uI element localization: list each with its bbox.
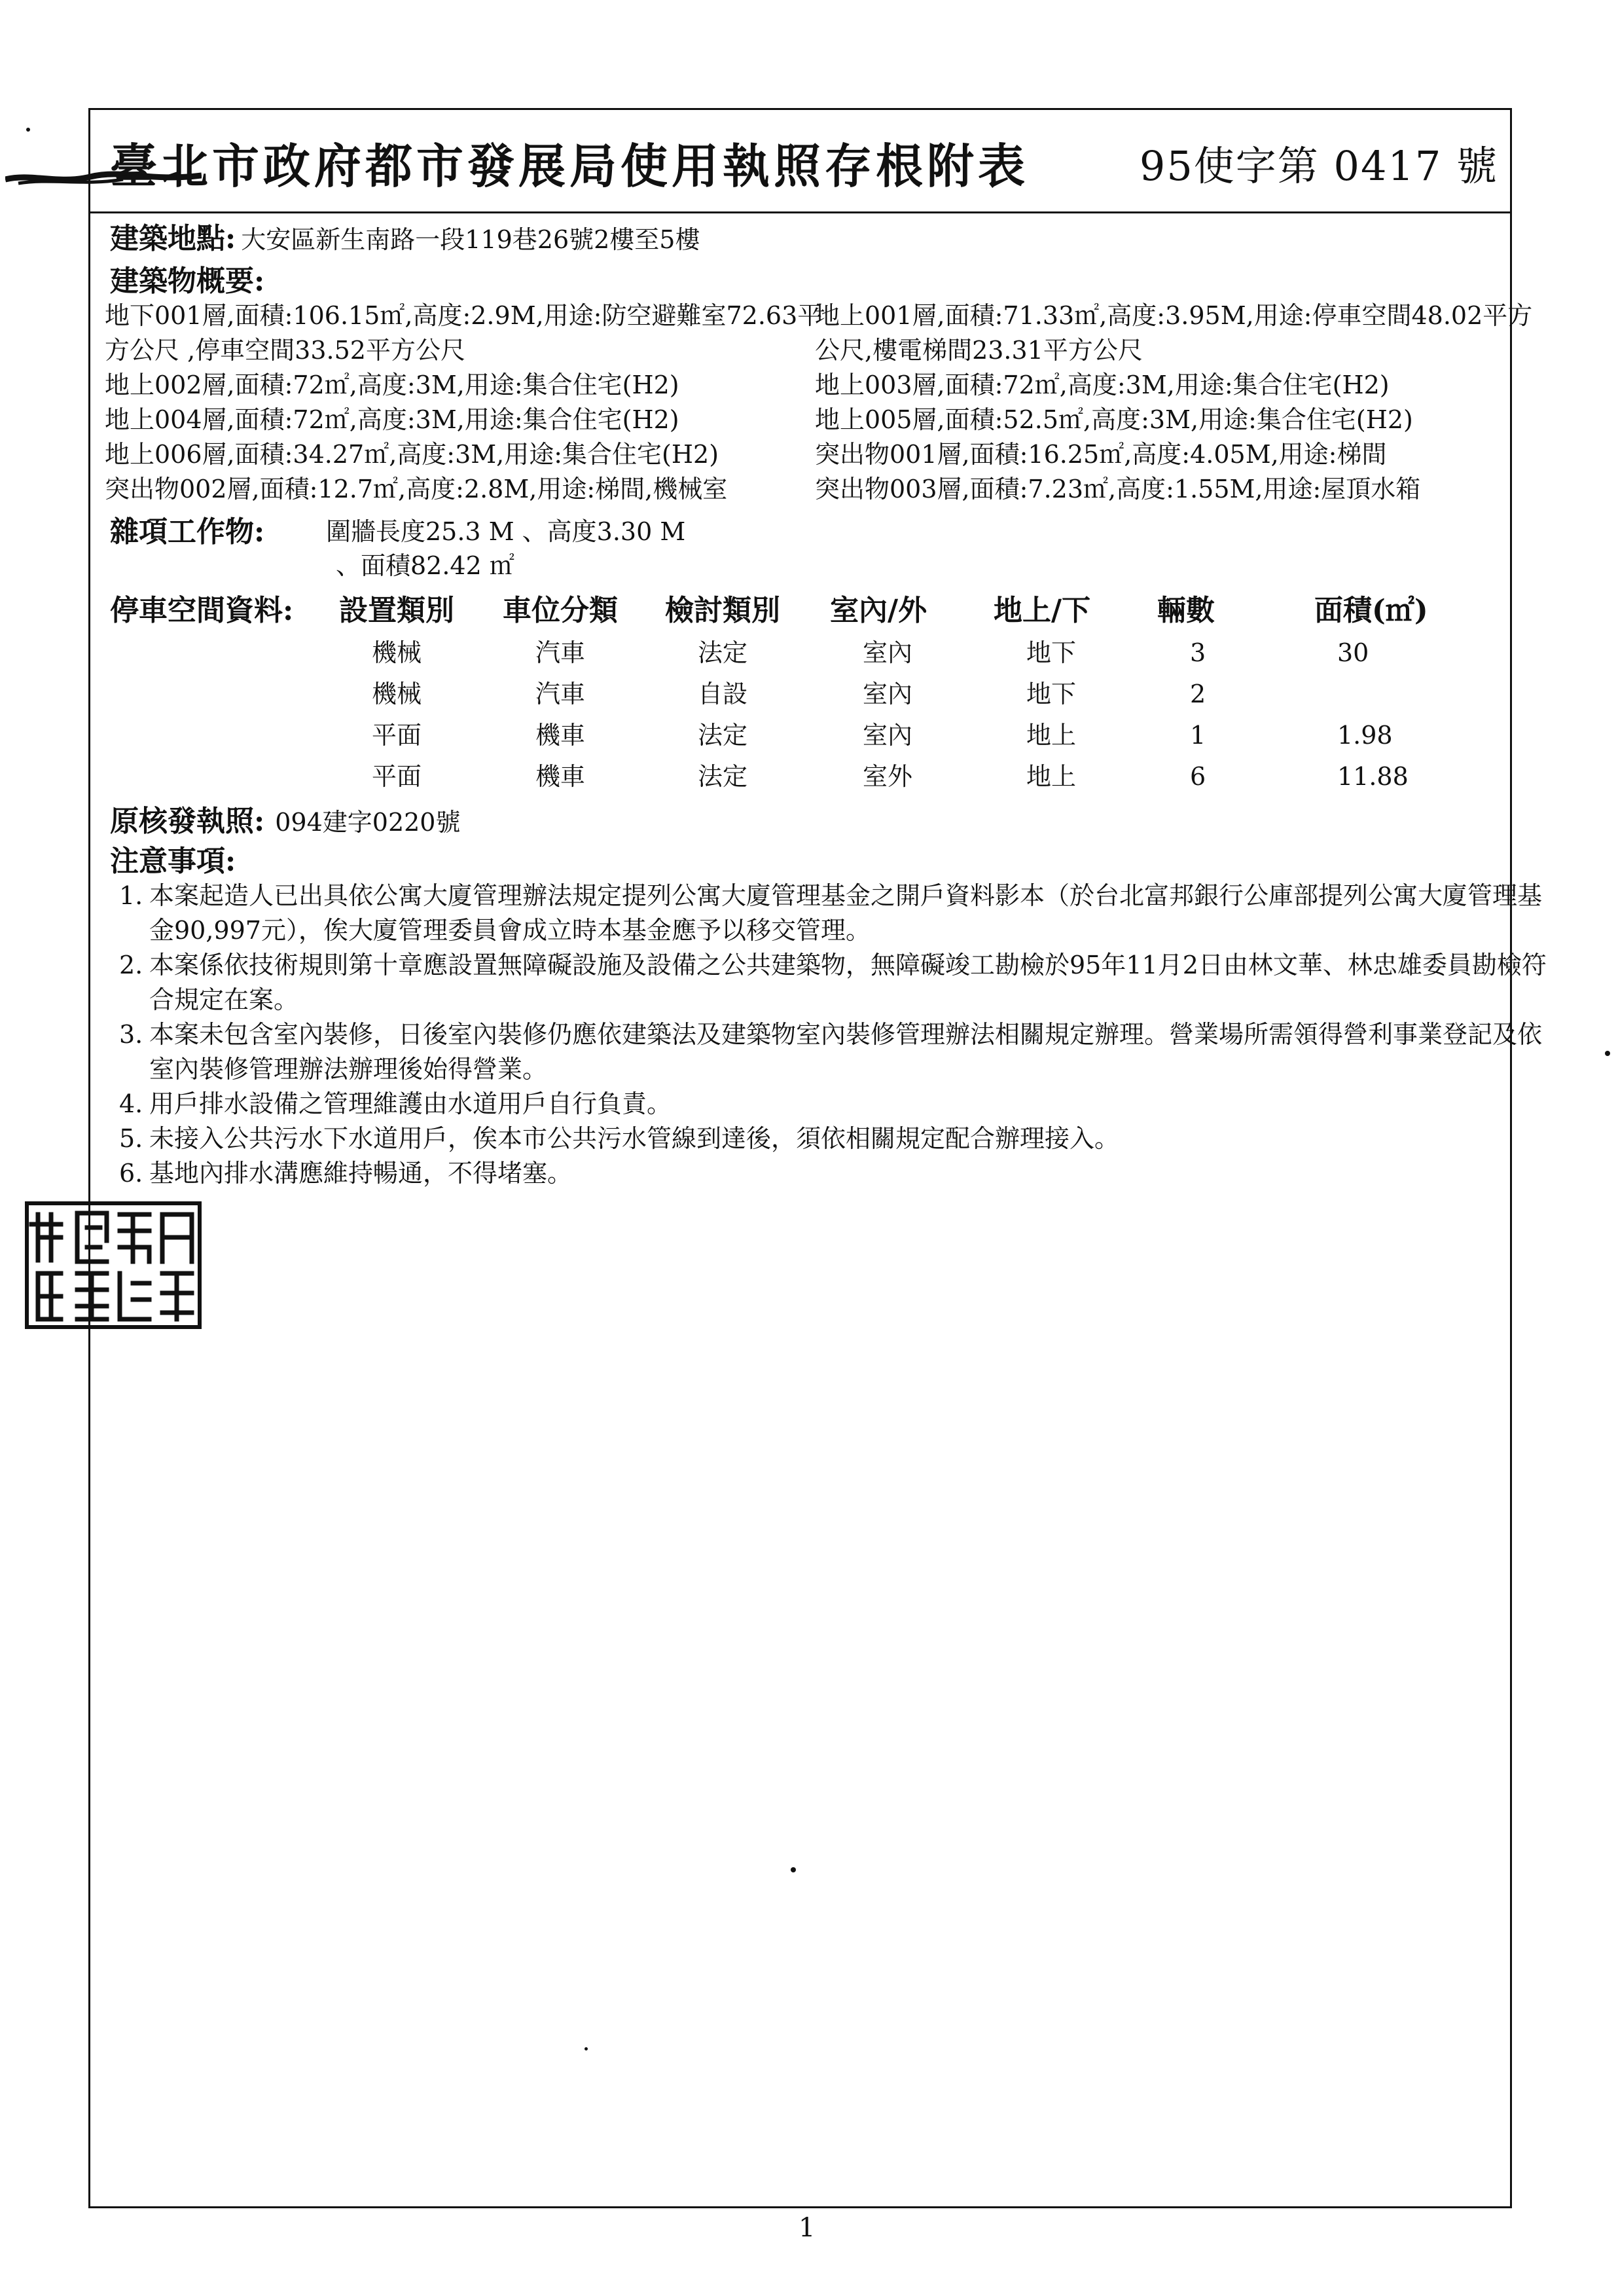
building-left-line: 地下001層,面積:106.15㎡,高度:2.9M,用途:防空避難室72.63平 (105, 301, 823, 330)
note-number: 6. (119, 1159, 143, 1188)
parking-cell: 平面 (372, 762, 422, 791)
misc-structures-label: 雜項工作物: (110, 515, 265, 549)
original-permit-row (110, 804, 1497, 840)
parking-column-header: 地上/下 (994, 594, 1091, 627)
note-text: 用戶排水設備之管理維護由水道用戶自行負責。 (149, 1089, 672, 1118)
misc-structures-line: 圍牆長度25.3 M 、高度3.30 M (326, 517, 686, 546)
parking-cell: 機車 (535, 762, 586, 791)
scan-speck (791, 1867, 796, 1872)
building-right-line: 突出物001層,面積:16.25㎡,高度:4.05M,用途:梯間 (815, 440, 1387, 469)
parking-cell: 機械 (372, 680, 422, 708)
note-item (110, 1087, 1556, 1121)
note-text: 本案未包含室內裝修，日後室內裝修仍應依建築法及建築物室內裝修管理辦法相關規定辦理。營業場所需領得營利事業登記及依室內裝修管理辦法辦理後始得營業。 (149, 1020, 1543, 1084)
original-permit-value: 094建字0220號 (275, 808, 461, 837)
parking-cell: 汽車 (535, 680, 586, 708)
building-right-line: 突出物003層,面積:7.23㎡,高度:1.55M,用途:屋頂水箱 (815, 475, 1421, 503)
parking-cell: 汽車 (535, 638, 586, 667)
parking-cell: 11.88 (1337, 762, 1409, 791)
parking-cell: 機械 (372, 638, 422, 667)
parking-cell: 法定 (698, 762, 748, 791)
parking-cell: 2 (1190, 680, 1206, 708)
parking-cell: 3 (1190, 638, 1206, 667)
note-text: 基地內排水溝應維持暢通，不得堵塞。 (149, 1159, 573, 1188)
building-left-line: 方公尺 ,停車空間33.52平方公尺 (105, 336, 465, 365)
parking-label: 停車空間資料: (110, 594, 294, 627)
parking-cell: 6 (1190, 762, 1206, 791)
misc-structures-line: 、面積82.42 ㎡ (336, 551, 514, 580)
notes-label: 注意事項: (110, 845, 236, 878)
building-left-line: 地上006層,面積:34.27㎡,高度:3M,用途:集合住宅(H2) (105, 440, 719, 469)
parking-cell: 室內 (863, 721, 913, 750)
building-right-line: 地上003層,面積:72㎡,高度:3M,用途:集合住宅(H2) (815, 371, 1390, 399)
note-number: 4. (119, 1089, 143, 1118)
misc-structures-section (110, 515, 1497, 587)
site-address-row (110, 221, 1497, 257)
parking-cell: 1 (1190, 721, 1206, 750)
site-address-label: 建築地點: (110, 222, 236, 255)
note-item (110, 948, 1556, 1017)
note-text: 未接入公共污水下水道用戶，俟本市公共污水管線到達後，須依相關規定配合辦理接入。 (149, 1124, 1120, 1153)
parking-cell: 1.98 (1337, 721, 1393, 750)
parking-cell: 地下 (1026, 680, 1077, 708)
parking-column-header: 檢討類別 (665, 594, 780, 627)
building-summary-grid (105, 299, 1533, 507)
parking-column-header: 車位分類 (503, 594, 618, 627)
note-item (110, 1017, 1556, 1087)
note-number: 3. (119, 1020, 143, 1049)
scan-speck (26, 128, 30, 132)
parking-cell: 自設 (698, 680, 748, 708)
document-frame (88, 108, 1547, 2208)
page-number: 1 (799, 2213, 816, 2243)
notes-list (110, 879, 1547, 1191)
scan-speck (1605, 1051, 1610, 1056)
note-item (110, 879, 1556, 948)
parking-cell: 室內 (863, 680, 913, 708)
scan-speck (584, 2047, 588, 2050)
parking-section (110, 593, 1497, 796)
building-summary-label: 建築物概要: (110, 264, 265, 298)
parking-column-header: 室內/外 (830, 594, 927, 627)
building-right-line: 地上005層,面積:52.5㎡,高度:3M,用途:集合住宅(H2) (815, 405, 1413, 434)
document-title: 臺北市政府都市發展局使用執照存根附表 (110, 138, 1030, 194)
parking-cell: 室外 (863, 762, 913, 791)
building-right-line: 公尺,樓電梯間23.31平方公尺 (815, 336, 1143, 365)
parking-column-header: 面積(㎡) (1314, 594, 1428, 627)
parking-cell: 30 (1337, 638, 1369, 667)
document-body (105, 221, 1547, 1191)
parking-cell: 平面 (372, 721, 422, 750)
note-text: 本案係依技術規則第十章應設置無障礙設施及設備之公共建築物，無障礙竣工勘檢於95年11月2日由林文華、林忠雄委員勘檢符合規定在案。 (149, 951, 1547, 1014)
note-number: 1. (119, 881, 143, 910)
note-item (110, 1121, 1556, 1156)
parking-cell: 地下 (1026, 638, 1077, 667)
parking-cell: 地上 (1026, 721, 1077, 750)
building-right-line: 地上001層,面積:71.33㎡,高度:3.95M,用途:停車空間48.02平方 (815, 301, 1533, 330)
note-text: 本案起造人已出具依公寓大廈管理辦法規定提列公寓大廈管理基金之開戶資料影本（於台北富邦銀行公庫部提列公寓大廈管理基金90,997元），俟大廈管理委員會成立時本基金應予以移交管理。 (149, 881, 1543, 945)
building-left-line: 地上002層,面積:72㎡,高度:3M,用途:集合住宅(H2) (105, 371, 679, 399)
parking-cell: 地上 (1026, 762, 1077, 791)
note-number: 2. (119, 951, 143, 979)
document-header (90, 110, 1510, 213)
document-number: 95使字第 0417 號 (1139, 142, 1498, 190)
original-permit-label: 原核發執照: (110, 805, 265, 838)
note-number: 5. (119, 1124, 143, 1153)
parking-cell: 室內 (863, 638, 913, 667)
note-item (110, 1156, 1556, 1191)
building-left-line: 突出物002層,面積:12.7㎡,高度:2.8M,用途:梯間,機械室 (105, 475, 728, 503)
parking-cell: 法定 (698, 721, 748, 750)
parking-cell: 機車 (535, 721, 586, 750)
parking-cell: 法定 (698, 638, 748, 667)
official-seal-stamp (25, 1201, 202, 1329)
building-left-line: 地上004層,面積:72㎡,高度:3M,用途:集合住宅(H2) (105, 405, 679, 434)
parking-column-header: 設置類別 (339, 594, 454, 627)
parking-column-header: 輛數 (1157, 594, 1215, 627)
site-address-value: 大安區新生南路一段119巷26號2樓至5樓 (241, 225, 700, 254)
